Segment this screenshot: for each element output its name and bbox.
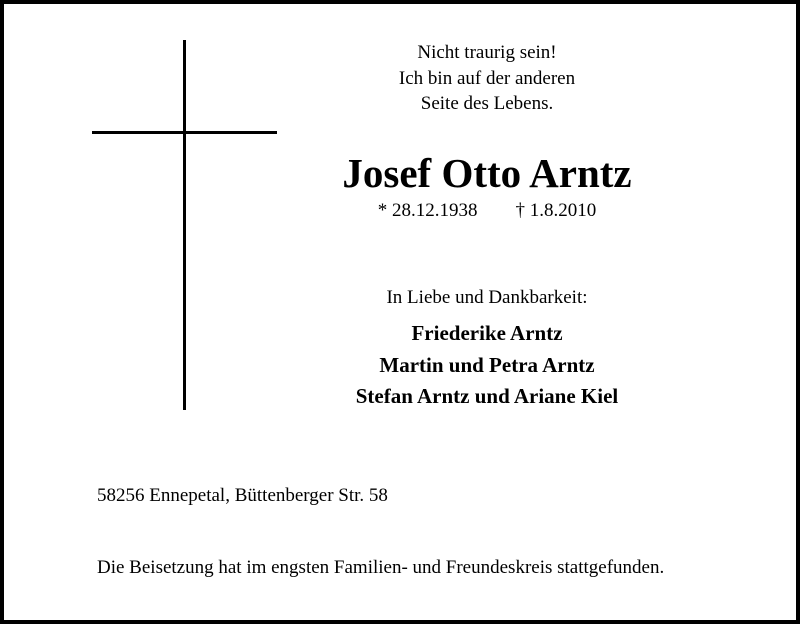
mourner-name: Stefan Arntz und Ariane Kiel <box>355 384 619 408</box>
mourner-name: Martin und Petra Arntz <box>379 352 595 377</box>
cross-vertical-bar <box>183 40 186 410</box>
death-date: † 1.8.2010 <box>515 200 597 221</box>
mourners-list <box>304 318 670 413</box>
mourner-name: Friederike Arntz <box>411 321 563 345</box>
verse-line: Seite des Lebens. <box>420 93 554 114</box>
deceased-name: Josef Otto Arntz <box>342 150 632 196</box>
cross-horizontal-bar <box>92 131 277 134</box>
verse-line: Ich bin auf der anderen <box>398 67 576 89</box>
verse-line: Nicht traurig sein! <box>417 42 557 63</box>
life-dates <box>304 198 670 224</box>
family-address: 58256 Ennepetal, Büttenberger Str. 58 <box>97 485 388 506</box>
thanks-line: In Liebe und Dankbarkeit: <box>386 287 588 308</box>
burial-note: Die Beisetzung hat im engsten Familien- und Freundeskreis stattgefunden. <box>97 557 665 578</box>
verse-block <box>304 40 670 117</box>
birth-date: * 28.12.1938 <box>377 200 478 221</box>
